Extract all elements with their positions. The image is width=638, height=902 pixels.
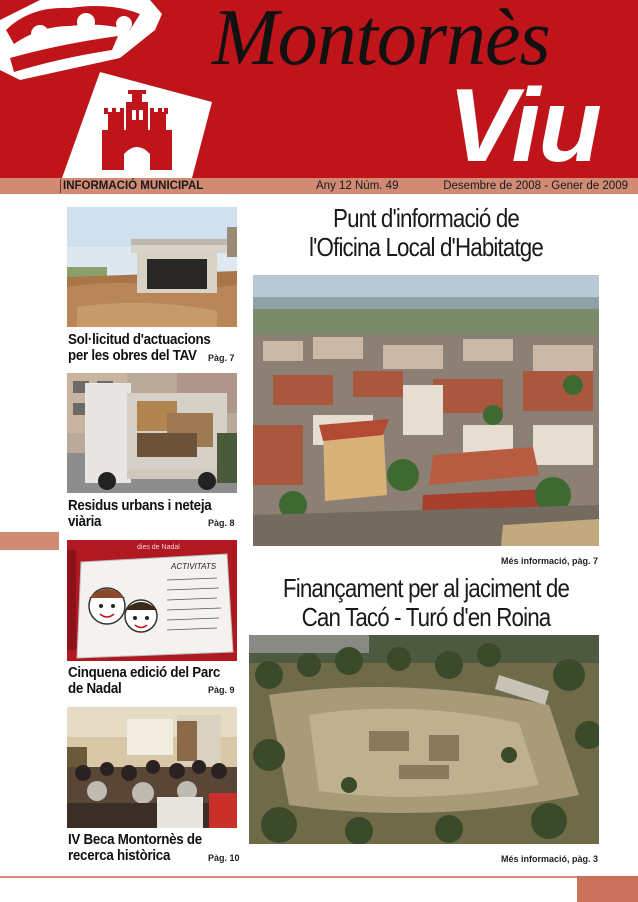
waste-truck-photo [67,373,237,493]
parc-nadal-poster [67,540,237,661]
info-bar [0,178,638,194]
issue-number: Any 12 Núm. 49 [316,180,399,192]
issue-date: Desembre de 2008 - Gener de 2009 [443,180,628,192]
info-divider [60,179,61,193]
poster-activitats: ACTIVITATS [171,562,217,571]
story1-headline-line1: Punt d'informació de [333,203,519,233]
masthead [0,0,638,178]
footer-rule [0,876,638,878]
masthead-title: Montornès [212,0,550,82]
archaeological-site-photo [249,635,599,844]
info-label: INFORMACIÓ MUNICIPAL [63,180,204,192]
story2-headline-line2: Can Tacó - Turó d'en Roina [301,602,551,632]
tav-works-photo [67,207,237,327]
conference-photo [67,707,237,828]
footer-page-block [577,876,638,902]
beca-page-ref: Pàg. 10 [208,853,240,863]
castle-emblem-icon [62,72,212,178]
masthead-subtitle: Viu [448,68,600,178]
beca-article-title[interactable]: IV Beca Montornès de recerca històrica [68,832,202,864]
section-tab [0,532,59,550]
story2-more-info[interactable]: Més informació, pàg. 3 [500,854,598,864]
town-aerial-photo [253,275,599,546]
tav-page-ref: Pàg. 7 [208,353,235,363]
story1-headline[interactable] [277,204,575,262]
tav-article-title[interactable]: Sol·licitud d'actuacions per les obres del TAV [68,332,211,364]
story2-headline[interactable] [277,574,575,632]
story2-headline-line1: Finançament per al jaciment de [282,573,570,603]
parc-page-ref: Pàg. 9 [208,685,235,695]
story1-headline-line2: l'Oficina Local d'Habitatge [309,232,543,262]
waste-article-title[interactable]: Residus urbans i neteja viària [68,498,212,530]
poster-header: dies de Nadal [137,544,180,551]
waste-page-ref: Pàg. 8 [208,518,235,528]
parc-article-title[interactable]: Cinquena edició del Parc de Nadal [68,665,221,697]
story1-more-info[interactable]: Més informació, pàg. 7 [500,556,598,566]
